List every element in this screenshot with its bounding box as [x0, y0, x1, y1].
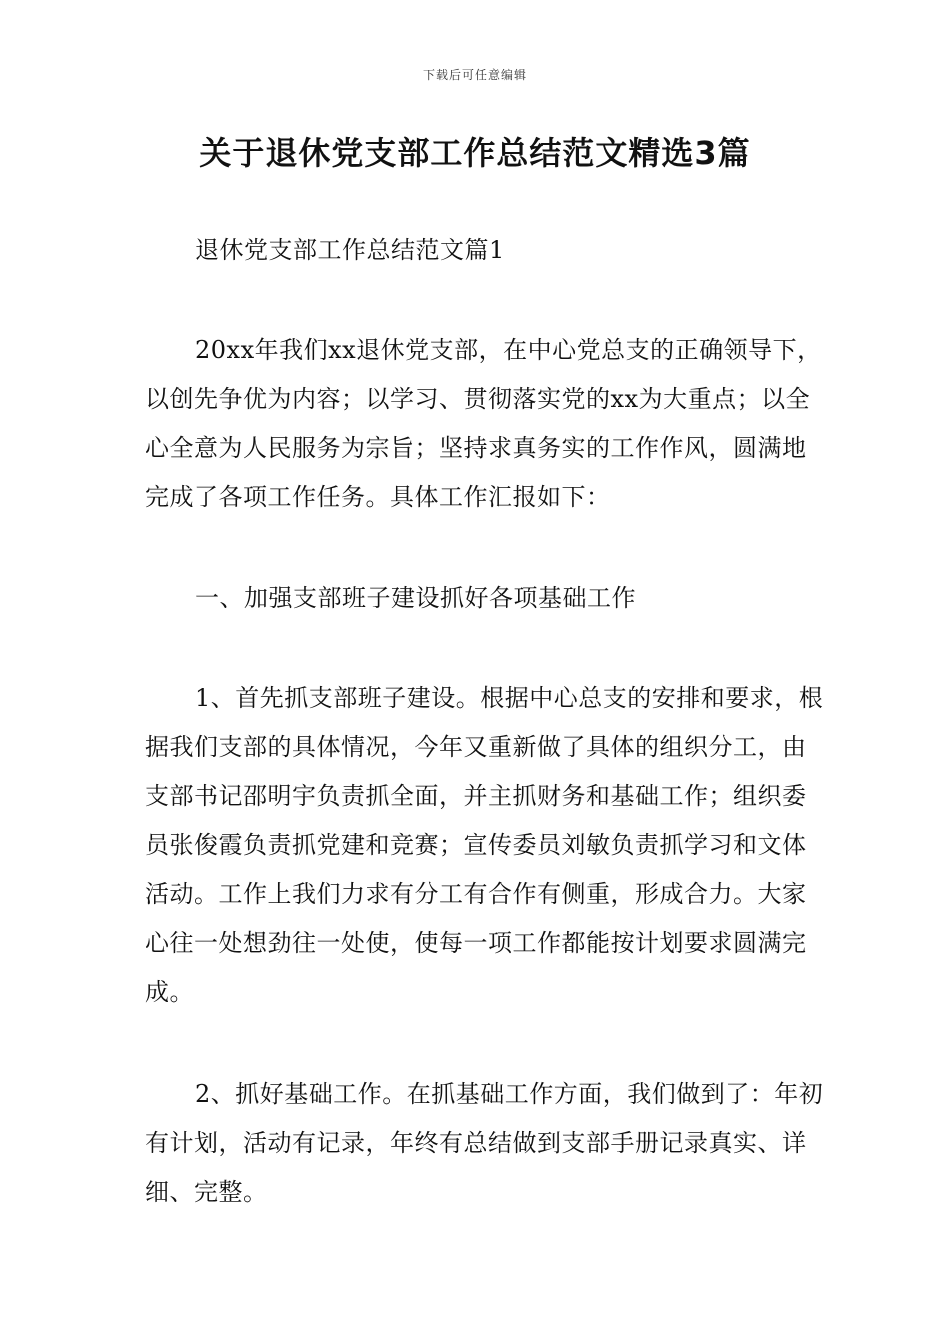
section-heading-1: 一、加强支部班子建设抓好各项基础工作: [195, 584, 636, 612]
document-title: 关于退休党支部工作总结范文精选3篇: [199, 134, 751, 172]
paragraph-item-1: 1、首先抓支部班子建设。根据中心总支的安排和要求，根据我们支部的具体情况，今年又重新做了具体的组织分工，由支部书记邵明宇负责抓全面，并主抓财务和基础工作；组织委员张俊霞负责抓党建和竞赛；宣传委员刘敏负责抓学习和文体活动。工作上我们力求有分工有合作有侧重，形成合力。大家心往一处想劲往一处使，使每一项工作都能按计划要求圆满完成。: [145, 684, 824, 1006]
paragraph-intro: 20xx年我们xx退休党支部，在中心党总支的正确领导下，以创先争优为内容；以学习、贯彻落实党的xx为大重点；以全心全意为人民服务为宗旨；坚持求真务实的工作作风，圆满地完成了各项工作任务。具体工作汇报如下：: [145, 336, 822, 511]
document-subtitle: 退休党支部工作总结范文篇1: [195, 236, 505, 264]
header-note: 下载后可任意编辑: [422, 68, 527, 82]
paragraph-item-2: 2、抓好基础工作。在抓基础工作方面，我们做到了：年初有计划，活动有记录，年终有总结做到支部手册记录真实、详细、完整。: [145, 1080, 824, 1206]
